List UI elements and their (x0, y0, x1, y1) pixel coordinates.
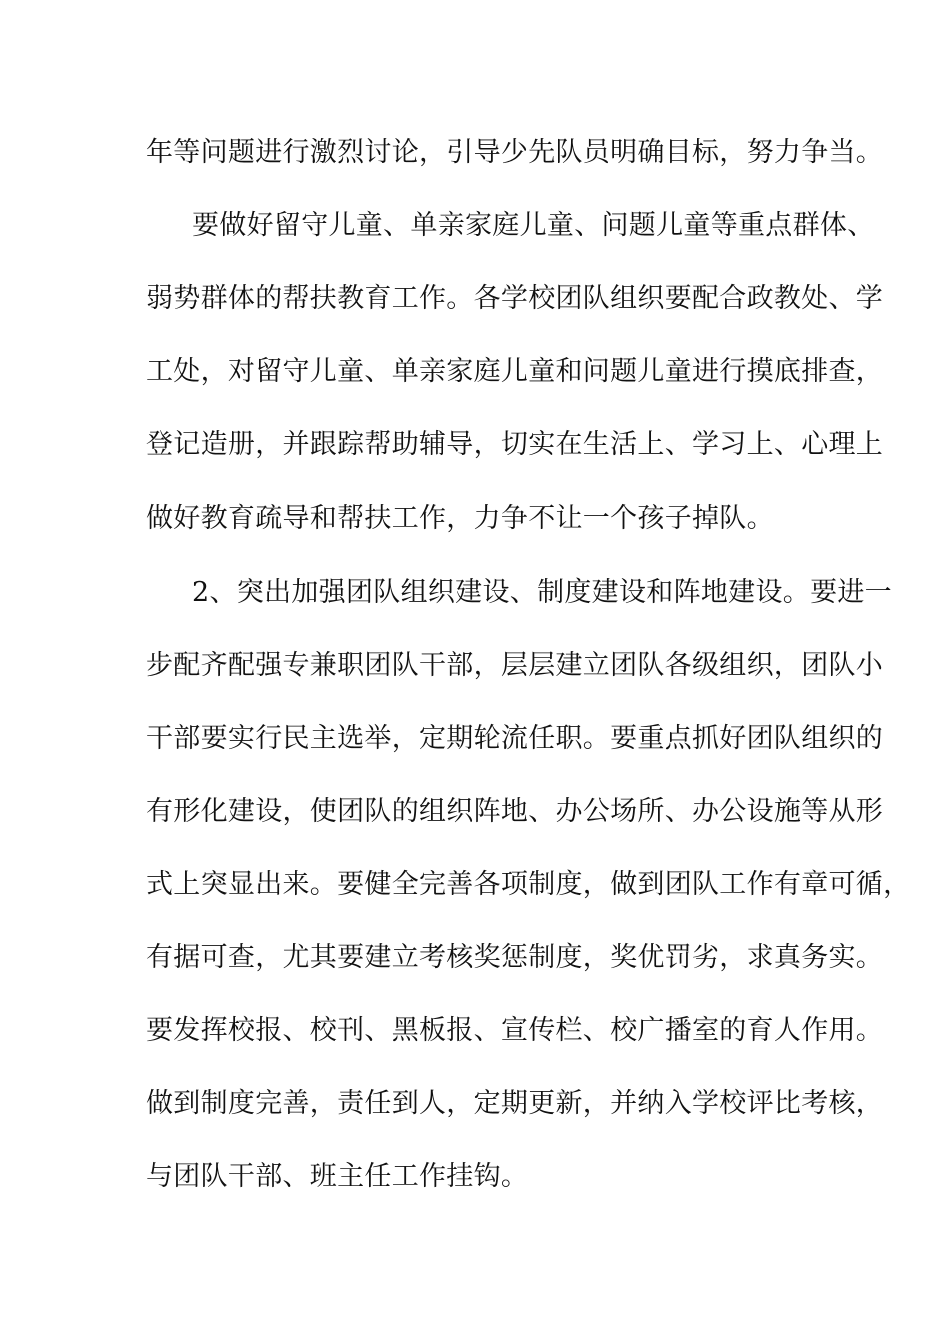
text-line: 步配齐配强专兼职团队干部，层层建立团队各级组织，团队小 (146, 650, 884, 681)
text-line: 做好教育疏导和帮扶工作，力争不让一个孩子掉队。 (146, 503, 774, 534)
text-line: 登记造册，并跟踪帮助辅导，切实在生活上、学习上、心理上 (146, 429, 884, 460)
paragraph-start: 2、突出加强团队组织建设、制度建设和阵地建设。要进一 (192, 577, 892, 608)
text-line: 与团队干部、班主任工作挂钩。 (146, 1161, 529, 1192)
text-line: 弱势群体的帮扶教育工作。各学校团队组织要配合政教处、学 (146, 283, 884, 314)
text-line: 式上突显出来。要健全完善各项制度，做到团队工作有章可循， (146, 869, 911, 900)
text-line: 要发挥校报、校刊、黑板报、宣传栏、校广播室的育人作用。 (146, 1015, 884, 1046)
text-line: 干部要实行民主选举，定期轮流任职。要重点抓好团队组织的 (146, 723, 884, 754)
text-line: 做到制度完善，责任到人，定期更新，并纳入学校评比考核， (146, 1088, 884, 1119)
text-line: 有形化建设，使团队的组织阵地、办公场所、办公设施等从形 (146, 796, 884, 827)
text-line: 年等问题进行激烈讨论，引导少先队员明确目标，努力争当。 (146, 137, 884, 168)
text-line: 有据可查，尤其要建立考核奖惩制度，奖优罚劣，求真务实。 (146, 942, 884, 973)
paragraph-start: 要做好留守儿童、单亲家庭儿童、问题儿童等重点群体、 (192, 210, 875, 241)
text-line: 工处，对留守儿童、单亲家庭儿童和问题儿童进行摸底排查， (146, 356, 884, 387)
